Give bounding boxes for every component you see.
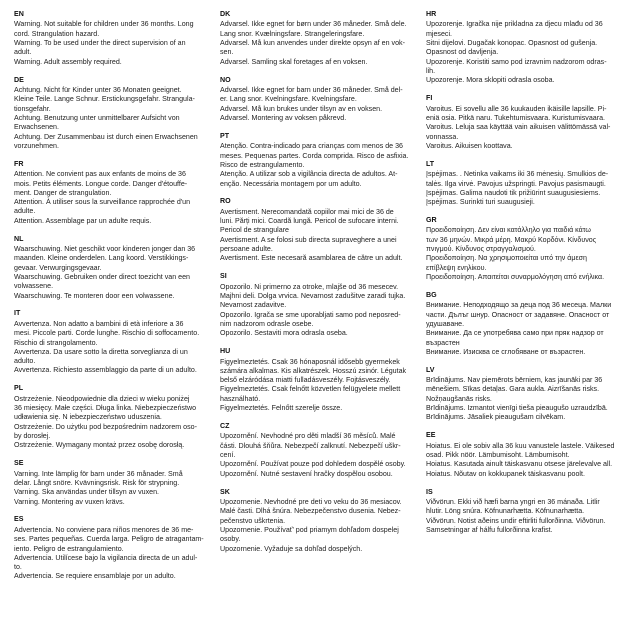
- warning-block-dk: [220, 10, 424, 67]
- language-code: EN: [14, 10, 24, 18]
- warning-text: Varning. Inte lämplig för barn under 36 månader. Små delar. Långt snöre. Kvävningsrisk. Risk för strypning. Varning. Ska användas under tillsyn av vuxen. Varning. Montering av vuxen krävs.: [14, 469, 183, 506]
- warning-block-se: [14, 459, 222, 507]
- warning-text: Avertisment. Nerecomandată copiilor mai mici de 36 de luni. Părți mici. Coardă lungă. Pericol de sufocare interni. Pericol de strangulare Avertisment. A se folosi sub directa supraveghere a unei persoane adulte. Avertisment. Este necesară asamblarea de către un adult.: [220, 207, 403, 263]
- language-code: LT: [426, 159, 435, 168]
- language-code: RO: [220, 197, 231, 206]
- warning-text: Avvertenza. Non adatto a bambini di età inferiore a 36 mesi. Piccole parti. Corde lunghe. Rischio di soffocamento. Rischio di strangolamento. Avvertenza. Da usare sotto la diretta sorveglianza di un adulto. Avvertenza. Richiesto assemblaggio da parte di un adulto.: [14, 319, 200, 375]
- warning-text: Upozornenie. Nevhodné pre deti vo veku do 36 mesiacov. Malé časti. Dlhá šnúra. Nebezpečenstvo dusenia. Nebez- pečenstvo uškrtenia. Upozornenie. Používať' pod priamym dohľadom dospelej osoby. Upozornenie. Vyžaduje sa dohľad dospelých.: [220, 498, 402, 553]
- language-code: DE: [14, 75, 24, 84]
- warning-text: Attention. Ne convient pas aux enfants de moins de 36 mois. Petits éléments. Longue corde. Danger d'étouffe- ment. Danger de strangulation. Attention. À utiliser sous la surveillance rapprochée d'un adulte. Attention. Assemblage par un adulte requis.: [14, 170, 191, 225]
- language-code: IS: [426, 487, 433, 496]
- warning-text: Ostrzeżenie. Nieodpowiednie dla dzieci w wieku poniżej 36 miesięcy. Małe części. Długa linka. Niebezpieczeństwo udławienia się. N iebezpieczeństwo uduszenia. Ostrzeżenie. Do użytku pod bezpośrednim nadzorem oso- by dorosłej. Ostrzeżenie. Wymagany montaż przez osobę dorosłą.: [14, 394, 197, 450]
- warning-block-de: [14, 76, 222, 152]
- warning-text: Upozornění. Nevhodné pro děti mladší 36 měsíců. Malé části. Dlouhá šňůra. Nebezpečí zalknutí. Nebezpečí uškr- cení. Upozornění. Používat pouze pod dohledem dospělé osoby. Upozornění. Nutné sestavení hračky dospělou osobou.: [220, 432, 406, 478]
- warning-block-es: [14, 515, 222, 581]
- column-right: [426, 10, 634, 544]
- language-code: SE: [14, 459, 24, 468]
- warning-block-hr: [426, 10, 634, 86]
- warning-block-fr: [14, 160, 222, 226]
- warning-block-en: [14, 10, 222, 67]
- warning-block-gr: [426, 216, 634, 282]
- warning-block-lv: [426, 366, 634, 423]
- warning-text: Brīdinājums. Nav piemērots bērniem, kas jaunāki par 36 mēnešiem. Sīkas detaļas. Gara aukla. Aizrīšanās risks. Nožņaugšanās risks. Brīdinājums. Izmantot vienīgi tieša pieaugušo uzraudzībā. Brīdinājums. Jāsaliek pieaugušam cilvēkam.: [426, 376, 608, 422]
- warning-block-hu: [220, 347, 424, 413]
- warning-text: Advarsel. Ikke egnet for børn under 36 måneder. Små dele. Lang snor. Kvælningsfare. Strangeleringsfare. Advarsel. Må kun anvendes under direkte opsyn af en vok- sen. Advarsel. Samling skal foretages af en voksen.: [220, 20, 407, 66]
- warning-block-lt: [426, 160, 634, 208]
- warning-text: Προειδοποίηση. Δεν είναι κατάλληλο για παιδιά κάτω των 36 μηνών. Μικρά μέρη. Μακρύ Κορδόνι. Κίνδυνος πνιγμού. Κίνδυνος στραγγαλισμού. Προειδοποίηση. Να χρησιμοποιείται υπό την άμεση επίβλεψη ενηλίκου. Προειδοποίηση. Απαιτείται συναρμολόγηση από ενήλικα.: [426, 226, 605, 281]
- language-code: SI: [220, 272, 227, 281]
- language-code: HR: [426, 10, 437, 18]
- language-code: EE: [426, 431, 436, 440]
- warning-block-bg: [426, 291, 634, 357]
- warning-text: Waarschuwing. Niet geschikt voor kinderen jonger dan 36 maanden. Kleine onderdelen. Lang koord. Verstikkings- gevaar. Verwurgingsgevaar. Waarschuwing. Gebruiken onder direct toezicht van een volwassene. Waarschuwing. Te monteren door een volwassene.: [14, 245, 196, 300]
- warning-block-sk: [220, 488, 424, 554]
- column-middle: [220, 10, 424, 562]
- language-code: LV: [426, 365, 435, 374]
- warning-block-cz: [220, 422, 424, 479]
- warning-block-pl: [14, 384, 222, 450]
- language-code: GR: [426, 215, 437, 224]
- warning-block-nl: [14, 235, 222, 301]
- warning-text: Viðvörun. Ekki við hæfi barna yngri en 36 mánaða. Litlir hlutir. Löng snúra. Köfnunarhætta. Köfnunarhætta. Viðvörun. Notist aðeins undir eftirliti fullorðinna. Viðvörun. Samsetningar af hálfu fullorðinna krafist.: [426, 498, 606, 534]
- language-code: PT: [220, 131, 230, 140]
- language-code: NL: [14, 234, 24, 243]
- warning-text: Atenção. Contra-indicado para crianças com menos de 36 meses. Pequenas partes. Corda comprida. Risco de asfixia. Risco de estrangulamento. Atenção. A utilizar sob a vigilância directa de adultos. At- enção. Necessária montagem por um adulto.: [220, 142, 409, 188]
- warning-block-pt: [220, 132, 424, 189]
- warning-block-no: [220, 76, 424, 124]
- language-code: FI: [426, 94, 433, 103]
- warning-block-fi: [426, 94, 634, 151]
- warning-text: Advertencia. No conviene para niños menores de 36 me- ses. Partes pequeñas. Cuerda larga. Peligro de atragantam- iento. Peligro de estrangulamiento. Advertencia. Utilícese bajo la vigilancia directa de un adul- to. Advertencia. Se requiere ensamblaje por un adulto.: [14, 525, 204, 581]
- warning-text: Achtung. Nicht für Kinder unter 36 Monaten geeignet. Kleine Teile. Lange Schnur. Erstickungsgefahr. Strangula- tionsgefahr. Achtung. Benutzung unter unmittelbarer Aufsicht von Erwachsenen. Achtung. Der Zusammenbau ist durch einen Erwachsenen vorzunehmen.: [14, 86, 198, 150]
- language-code: ES: [14, 515, 24, 524]
- language-code: IT: [14, 309, 21, 318]
- language-code: HU: [220, 347, 231, 356]
- warning-text: Warning. Not suitable for children under 36 months. Long cord. Strangulation hazard. Warning. To be used under the direct supervision of an adult. Warning. Adult assembly required.: [14, 20, 194, 66]
- warning-text: Внимание. Неподходящо за деца под 36 месеца. Малки части. Дълъг шнур. Опасност от задавяне. Опасност от удушаване. Внимание. Да се употребява само при пряк надзор от възрастен Внимание. Изисква се сглобяване от възрастен.: [426, 301, 612, 356]
- language-code: CZ: [220, 421, 230, 430]
- language-code: NO: [220, 75, 231, 84]
- warning-block-si: [220, 272, 424, 338]
- warning-text: Hoiatus. Ei ole sobiv alla 36 kuu vanustele lastele. Väikesed osad. Pikk nöör. Lämbumisoht. Lämbumisoht. Hoiatus. Kasutada ainult täiskasvanu otsese järelevalve all. Hoiatus. Nõutav on kokkupanek täiskasvanu poolt.: [426, 441, 615, 478]
- warning-block-is: [426, 488, 634, 536]
- warning-text: Opozorilo. Ni primerno za otroke, mlajše od 36 mesecev. Majhni deli. Dolga vrvica. Nevarnost zadušitve zaradi tujka. Nevarnost zadavitve. Opozorilo. Igrača se sme uporabljati samo pod neposred- nim nadzorom odrasle osebe. Opozorilo. Sestaviti mora odrasla oseba.: [220, 282, 406, 338]
- warning-block-ro: [220, 197, 424, 263]
- warning-text: Varoitus. Ei sovellu alle 36 kuukauden ikäisille lapsille. Pi- eniä osia. Pitkä naru. Tukehtumisvaara. Kuristumisvaara. Varoitus. Leluja saa käyttää vain aikuisen välittömässä val- vonnassa. Varoitus. Aikuisen koottava.: [426, 104, 611, 150]
- language-code: PL: [14, 384, 24, 393]
- language-code: FR: [14, 159, 24, 168]
- warning-text: Advarsel. Ikke egnet for barn under 36 måneder. Små del- er. Lang snor. Kvelningsfare. Kvelningsfare. Advarsel. Må kun brukes under tilsyn av en voksen. Advarsel. Montering av voksen påkrevd.: [220, 86, 403, 122]
- language-code: BG: [426, 290, 437, 299]
- warning-block-ee: [426, 431, 634, 479]
- warning-text: Upozorenje. Igračka nije prikladna za djecu mlađu od 36 mjeseci. Sitni dijelovi. Dugačak konopac. Opasnost od gušenja. Opasnost od davljenja. Upozorenje. Koristiti samo pod izravnim nadzorom odras- lih. Upozorenje. Mora sklopiti odrasla osoba.: [426, 20, 607, 85]
- language-code: DK: [220, 10, 231, 18]
- warning-text: Figyelmeztetés. Csak 36 hónaposnál idősebb gyermekek számára alkalmas. Kis alkatrészek. Hosszú zsinór. Légutak belső elzáródása miatti fulladásveszély. Fojtásveszély. Figyelmeztetés. Csak felnőtt közvetlen felügyelete mellett használható. Figyelmeztetés. Felnőtt szerelje össze.: [220, 357, 407, 413]
- language-code: SK: [220, 487, 230, 496]
- warning-block-it: [14, 309, 222, 375]
- column-left: [14, 10, 222, 590]
- warning-text: Įspėjimas. . Netinka vaikams iki 36 mėnesių. Smulkios de- talės. Ilga virvė. Pavojus užspringti. Pavojus pasismaugti. Įspėjimas. Galima naudoti tik prižiūrint suaugusiesiems. Įspėjimas. Surinkti turi suaugusieji.: [426, 170, 609, 207]
